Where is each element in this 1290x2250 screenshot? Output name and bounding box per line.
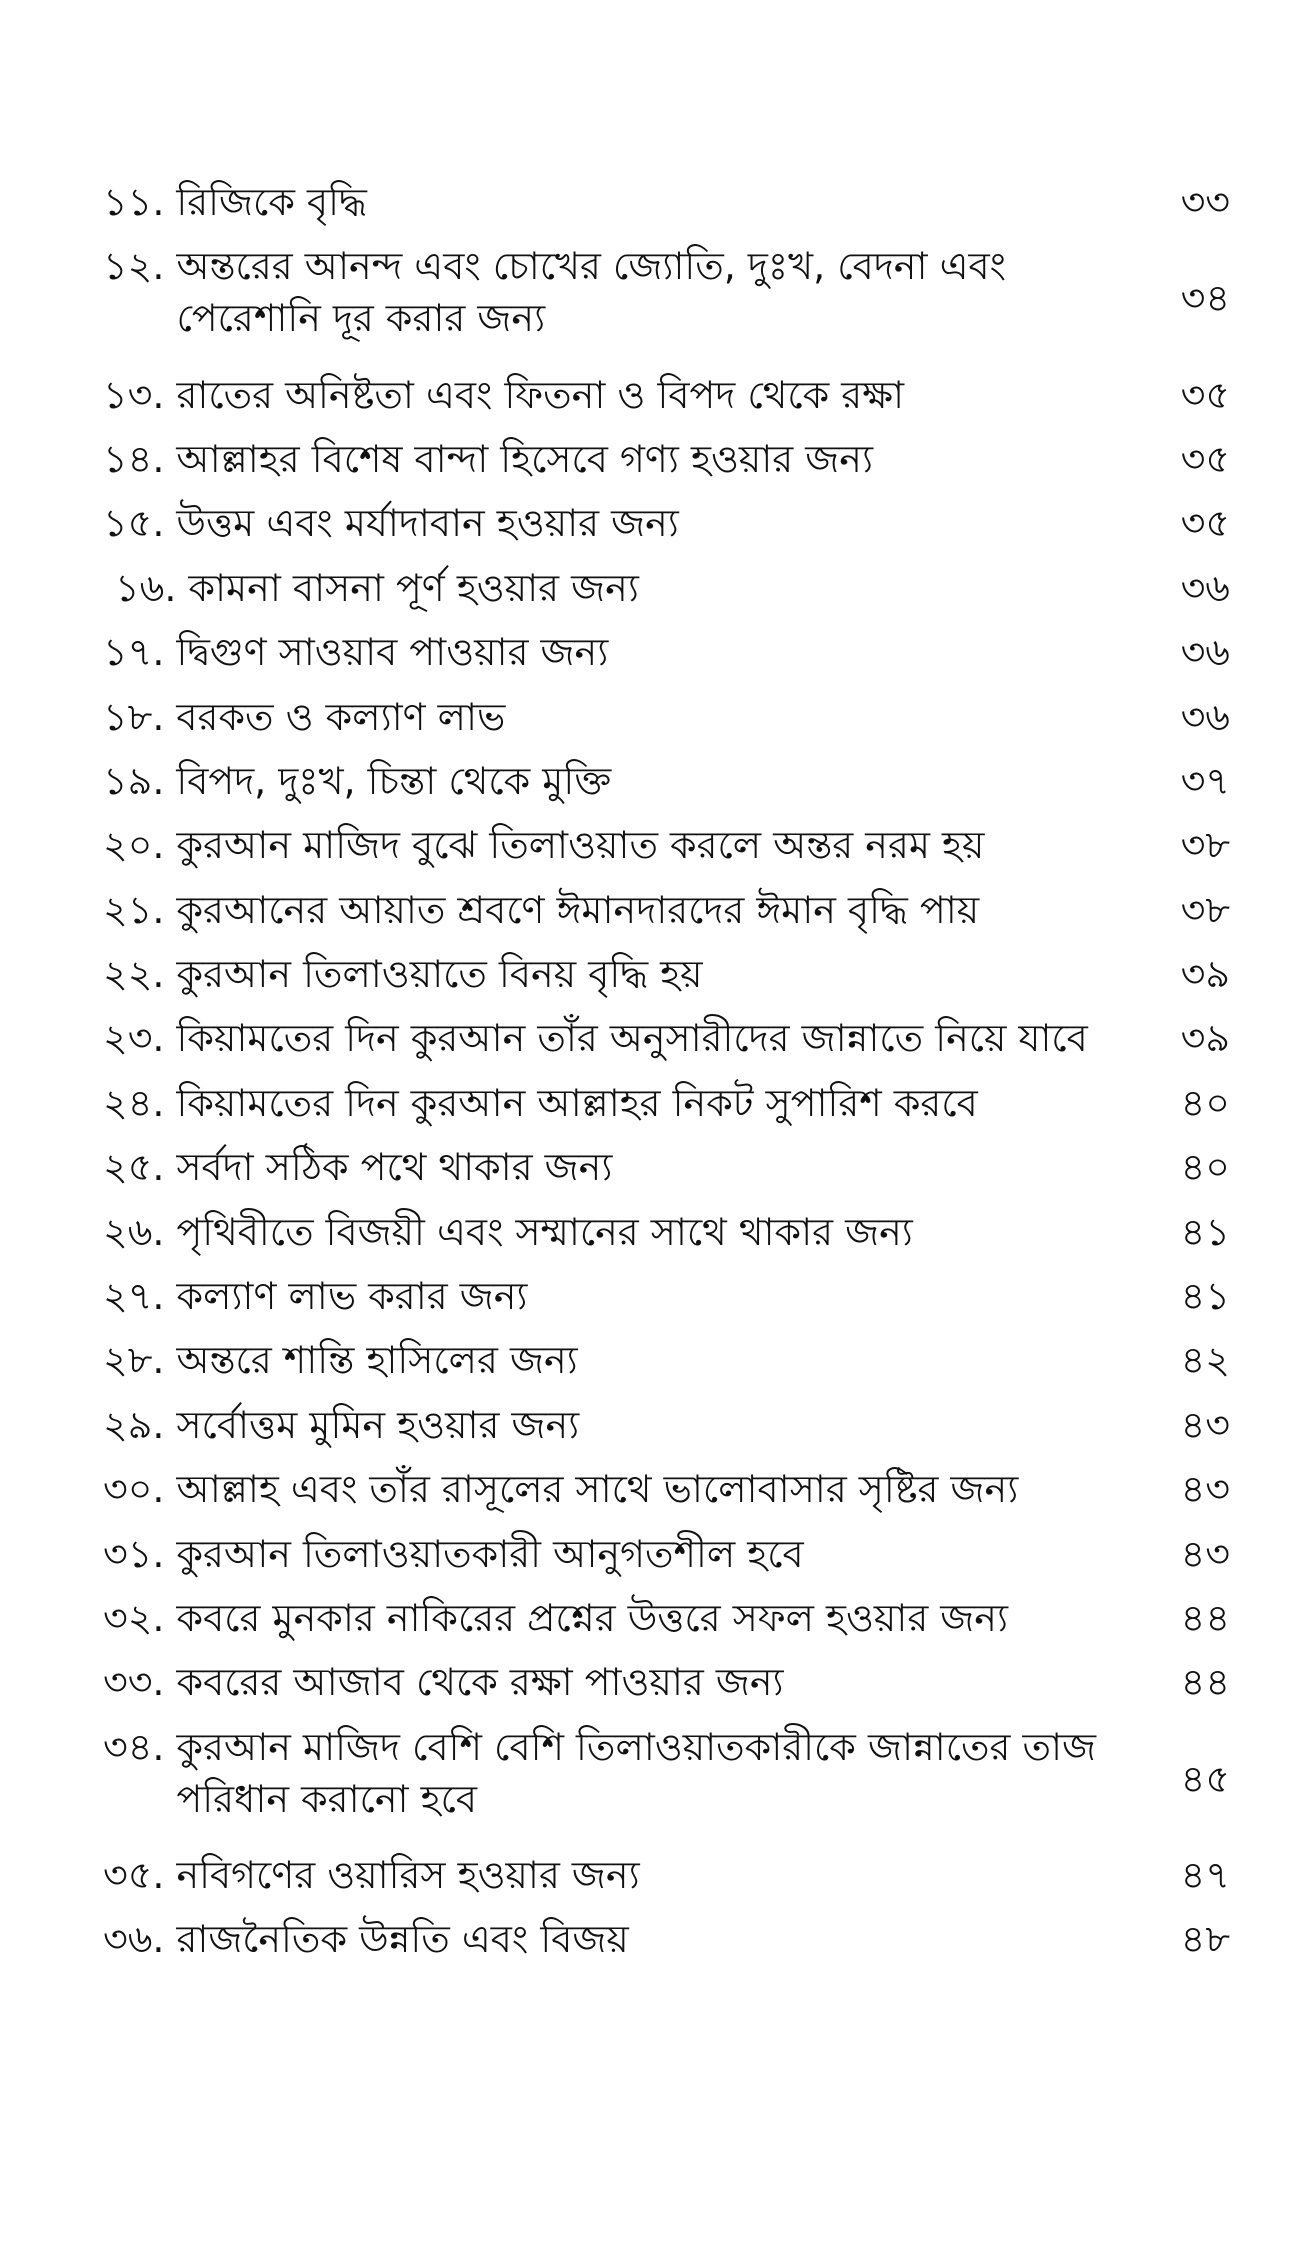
entry-page: ৩৪	[1180, 276, 1230, 321]
entry-page: ৩৫	[1180, 372, 1230, 417]
entry-number: ২৩.	[103, 1016, 165, 1061]
entry-number: ১৪.	[103, 436, 165, 481]
entry-number: ১৯.	[103, 758, 165, 803]
toc-entry[interactable]	[103, 1715, 1230, 1843]
entry-page: ৩৬	[1180, 565, 1230, 610]
entry-title: নবিগণের ওয়ারিস হওয়ার জন্য	[176, 1852, 640, 1897]
entry-number: ১৩.	[103, 372, 165, 417]
toc-entry[interactable]	[103, 556, 1230, 620]
entry-page: ৩৬	[1180, 630, 1230, 675]
entry-title: কামনা বাসনা পূর্ণ হওয়ার জন্য	[188, 565, 639, 610]
entry-page: ৩৮	[1180, 823, 1230, 868]
entry-page: ৩৫	[1180, 501, 1230, 546]
entry-page: ৪৩	[1180, 1531, 1230, 1576]
entry-title: কবরে মুনকার নাকিরের প্রশ্নের উত্তরে সফল হওয়ার জন্য	[176, 1596, 1009, 1640]
entry-title: কুরআন তিলাওয়াতে বিনয় বৃদ্ধি হয়	[176, 952, 703, 997]
entry-page: ৪১	[1180, 1209, 1230, 1254]
toc-entry[interactable]	[103, 878, 1230, 942]
entry-number: ১৭.	[103, 630, 165, 675]
entry-number: ২১.	[103, 887, 165, 932]
toc-entry[interactable]	[103, 1843, 1230, 1907]
toc-entry[interactable]	[103, 1650, 1230, 1714]
entry-number: ২৬.	[103, 1209, 165, 1254]
entry-number: ৩৩.	[103, 1660, 165, 1705]
table-of-contents	[103, 170, 1230, 1971]
entry-title: পৃথিবীতে বিজয়ী এবং সম্মানের সাথে থাকার জন্য	[176, 1209, 913, 1254]
entry-page: ৩৮	[1180, 887, 1230, 932]
entry-title: সর্বদা সঠিক পথে থাকার জন্য	[176, 1145, 613, 1190]
entry-number: ১২.	[103, 244, 165, 289]
entry-number: ৩১.	[103, 1531, 165, 1576]
entry-page: ৩৯	[1180, 952, 1230, 997]
entry-page: ৪১	[1180, 1274, 1230, 1319]
entry-title: অন্তরের আনন্দ এবং চোখের জ্যোতি, দুঃখ, বেদনা এবং পেরেশানি দূর করার জন্য	[176, 244, 1006, 341]
entry-number: ২৮.	[103, 1338, 165, 1383]
toc-entry[interactable]	[103, 362, 1230, 426]
entry-number: ১৫.	[103, 501, 165, 546]
entry-title: বিপদ, দুঃখ, চিন্তা থেকে মুক্তি	[176, 758, 612, 803]
entry-title: আল্লাহর বিশেষ বান্দা হিসেবে গণ্য হওয়ার জন্য	[176, 436, 873, 481]
toc-entry[interactable]	[103, 1328, 1230, 1392]
entry-title: কবরের আজাব থেকে রক্ষা পাওয়ার জন্য	[176, 1660, 784, 1705]
entry-number: ১১.	[103, 180, 165, 225]
toc-entry[interactable]	[103, 813, 1230, 877]
entry-number: ২৯.	[103, 1402, 165, 1447]
entry-title: সর্বোত্তম মুমিন হওয়ার জন্য	[176, 1402, 580, 1447]
entry-page: ৪৮	[1180, 1917, 1230, 1962]
entry-title: আল্লাহ এবং তাঁর রাসূলের সাথে ভালোবাসার সৃষ্টির জন্য	[176, 1467, 1019, 1512]
entry-page: ৪৩	[1180, 1402, 1230, 1447]
entry-number: ৩৫.	[103, 1852, 165, 1897]
entry-page: ৩৯	[1180, 1016, 1230, 1061]
entry-page: ৩৫	[1180, 436, 1230, 481]
entry-page: ৪৪	[1180, 1660, 1230, 1705]
toc-entry[interactable]	[103, 1264, 1230, 1328]
entry-title: কিয়ামতের দিন কুরআন আল্লাহর নিকট সুপারিশ করবে	[176, 1080, 978, 1125]
entry-number: ৩০.	[103, 1467, 165, 1512]
toc-entry[interactable]	[103, 684, 1230, 748]
entry-number: ২৫.	[103, 1145, 165, 1190]
entry-page: ৩৬	[1180, 694, 1230, 739]
toc-entry[interactable]	[103, 1907, 1230, 1971]
entry-number: ৩২.	[103, 1596, 165, 1640]
entry-title: রাজনৈতিক উন্নতি এবং বিজয়	[176, 1917, 629, 1962]
entry-title: দ্বিগুণ সাওয়াব পাওয়ার জন্য	[176, 630, 609, 675]
toc-entry[interactable]	[103, 234, 1230, 362]
entry-title: বরকত ও কল্যাণ লাভ	[176, 694, 506, 739]
entry-page: ৪০	[1180, 1080, 1230, 1125]
entry-title: কিয়ামতের দিন কুরআন তাঁর অনুসারীদের জান্নাতে নিয়ে যাবে	[176, 1016, 1088, 1061]
toc-entry[interactable]	[103, 427, 1230, 491]
toc-entry[interactable]	[103, 620, 1230, 684]
toc-entry[interactable]	[103, 942, 1230, 1006]
entry-title: রিজিকে বৃদ্ধি	[176, 180, 367, 225]
entry-page: ৪২	[1180, 1338, 1230, 1383]
entry-page: ৪৫	[1180, 1756, 1230, 1801]
entry-number: ২৭.	[103, 1274, 165, 1319]
entry-title: উত্তম এবং মর্যাদাবান হওয়ার জন্য	[176, 501, 679, 546]
toc-entry[interactable]	[103, 1393, 1230, 1457]
entry-page: ৪৭	[1180, 1852, 1230, 1897]
entry-title: কুরআন মাজিদ বুঝে তিলাওয়াত করলে অন্তর নরম হয়	[176, 823, 985, 868]
entry-page: ৩৭	[1180, 758, 1230, 803]
entry-number: ২২.	[103, 952, 165, 997]
toc-entry[interactable]	[103, 1586, 1230, 1650]
toc-entry[interactable]	[103, 170, 1230, 234]
toc-entry[interactable]	[103, 1071, 1230, 1135]
entry-number: ২৪.	[103, 1080, 165, 1125]
entry-page: ৪০	[1180, 1145, 1230, 1190]
entry-page: ৪৩	[1180, 1467, 1230, 1512]
toc-entry[interactable]	[103, 1199, 1230, 1263]
entry-page: ৩৩	[1180, 180, 1230, 225]
entry-number: ৩৪.	[103, 1724, 165, 1769]
entry-title: কল্যাণ লাভ করার জন্য	[176, 1274, 528, 1319]
entry-title: কুরআনের আয়াত শ্রবণে ঈমানদারদের ঈমান বৃদ্ধি পায়	[176, 887, 980, 932]
toc-entry[interactable]	[103, 491, 1230, 555]
toc-entry[interactable]	[103, 749, 1230, 813]
entry-title: কুরআন মাজিদ বেশি বেশি তিলাওয়াতকারীকে জান্নাতের তাজ পরিধান করানো হবে	[176, 1724, 1096, 1821]
toc-entry[interactable]	[103, 1521, 1230, 1585]
toc-entry[interactable]	[103, 1135, 1230, 1199]
entry-title: রাতের অনিষ্টতা এবং ফিতনা ও বিপদ থেকে রক্ষা	[176, 372, 904, 417]
entry-number: ১৮.	[103, 694, 165, 739]
entry-number: ৩৬.	[103, 1917, 165, 1962]
toc-entry[interactable]	[103, 1457, 1230, 1521]
entry-title: অন্তরে শান্তি হাসিলের জন্য	[176, 1338, 578, 1383]
entry-title: কুরআন তিলাওয়াতকারী আনুগতশীল হবে	[176, 1531, 804, 1576]
entry-page: ৪৪	[1180, 1596, 1230, 1640]
entry-number: ২০.	[103, 823, 165, 868]
toc-entry[interactable]	[103, 1006, 1230, 1070]
entry-number: ১৬.	[115, 565, 177, 610]
